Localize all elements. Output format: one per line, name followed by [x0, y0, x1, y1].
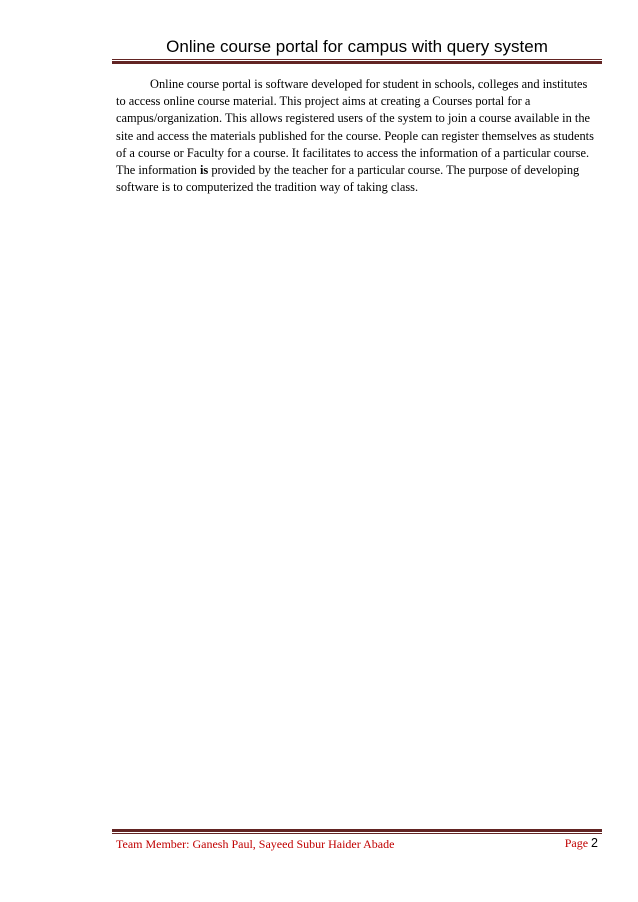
paragraph-text-part-1: Online course portal is software developed for student in schools, colleges and institutes to access online course material. This project aims at creating a Courses portal for a campus/organization. This allows registered users of the system to join a course available in the site and access the materials published for the course. People can register themselves as students of a course or Faculty for a course. It facilitates to access the information of a particular course. The information: [116, 77, 594, 178]
footer-rule-thin: [112, 833, 602, 834]
footer-page-number: 2: [591, 836, 598, 850]
footer-page-indicator: [565, 836, 598, 851]
paragraph-bold-word: is: [199, 163, 209, 178]
footer-rule-thick: [112, 829, 602, 832]
header-title: Online course portal for campus with query system: [166, 37, 548, 56]
header-rule-thick: [112, 61, 602, 64]
footer-team-members: Team Member: Ganesh Paul, Sayeed Subur Haider Abade: [116, 837, 395, 851]
footer-page-label: Page: [564, 836, 589, 850]
paragraph-text-part-2: provided by the teacher for a particular course. The purpose of developing software is to computerized the tradition way of taking class.: [116, 163, 580, 195]
body-paragraph: [116, 76, 600, 196]
header-rule-thin: [112, 59, 602, 60]
